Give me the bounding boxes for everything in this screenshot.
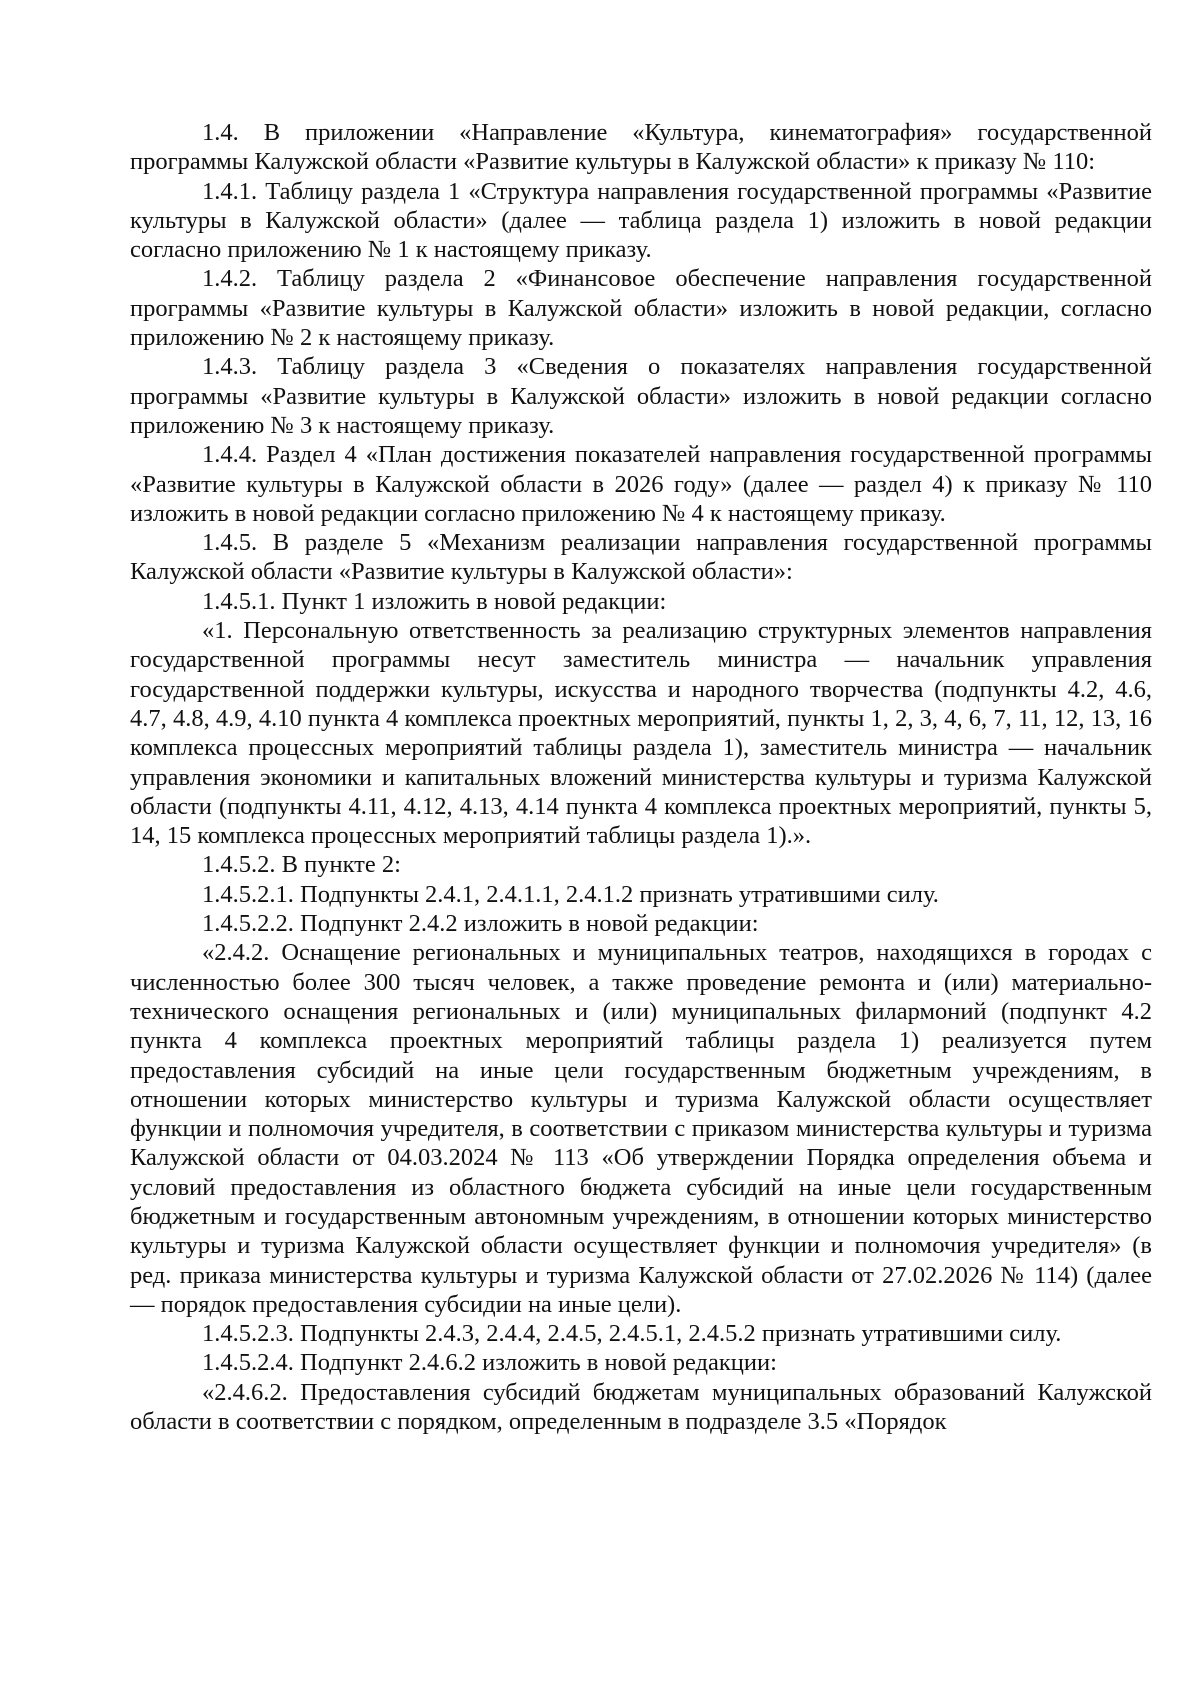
paragraph-1-4-3: 1.4.3. Таблицу раздела 3 «Сведения о показателях направления государственной программы «Развитие культуры в Калужской области» изложить в новой редакции согласно приложению № 3 к настоящему приказу. bbox=[130, 353, 1152, 439]
paragraph-1-4-5: 1.4.5. В разделе 5 «Механизм реализации направления государственной программы Калужской области «Развитие культуры в Калужской области»: bbox=[130, 529, 1152, 586]
paragraph-1-4-4: 1.4.4. Раздел 4 «План достижения показателей направления государственной программы «Развитие культуры в Калужской области в 2026 году» (далее — раздел 4) к приказу № 110 изложить в новой редакции согласно приложению № 4 к настоящему приказу. bbox=[130, 441, 1152, 527]
paragraph-1-4-5-2: 1.4.5.2. В пункте 2: bbox=[202, 851, 401, 879]
paragraph-1-4-5-2-1: 1.4.5.2.1. Подпункты 2.4.1, 2.4.1.1, 2.4.1.2 признать утратившими силу. bbox=[202, 880, 939, 908]
document-page bbox=[130, 118, 1152, 1436]
paragraph-1-4-5-2-2: 1.4.5.2.2. Подпункт 2.4.2 изложить в новой редакции: bbox=[202, 910, 759, 938]
paragraph-1-4-2: 1.4.2. Таблицу раздела 2 «Финансовое обеспечение направления государственной программы «Развитие культуры в Калужской области» изложить в новой редакции, согласно приложению № 2 к настоящему приказу. bbox=[130, 265, 1152, 352]
paragraph-1-4-5-2-3: 1.4.5.2.3. Подпункты 2.4.3, 2.4.4, 2.4.5, 2.4.5.1, 2.4.5.2 признать утратившими силу. bbox=[202, 1320, 1062, 1348]
paragraph-1-4: 1.4. В приложении «Направление «Культура, кинематография» государственной программы Калужской области «Развитие культуры в Калужской области» к приказу № 110: bbox=[130, 119, 1152, 176]
paragraph-quote-2-4-2: «2.4.2. Оснащение региональных и муниципальных театров, находящихся в городах с численностью более 300 тысяч человек, а также проведение ремонта и (или) материально-технического оснащения региональных и (или) муниципальных филармоний (подпункт 4.2 пункта 4 комплекса проектных мероприятий таблицы раздела 1) реализуется путем предоставления субсидий на иные цели государственным бюджетным учреждениям, в отношении которых министерство культуры и туризма Калужской области осуществляет функции и полномочия учредителя, в соответствии с приказом министерства культуры и туризма Калужской области от 04.03.2024 № 113 «Об утверждении Порядка определения объема и условий предоставления из областного бюджета субсидий на иные цели государственным бюджетным и государственным автономным учреждениям, в отношении которых министерство культуры и туризма Калужской области осуществляет функции и полномочия учредителя» (в ред. приказа министерства культуры и туризма Калужской области от 27.02.2026 № 114) (далее — порядок предоставления субсидии на иные цели). bbox=[130, 939, 1152, 1318]
paragraph-quote-point-1: «1. Персональную ответственность за реализацию структурных элементов направления государственной программы несут заместитель министра — начальник управления государственной поддержки культуры, искусства и народного творчества (подпункты 4.2, 4.6, 4.7, 4.8, 4.9, 4.10 пункта 4 комплекса проектных мероприятий, пункты 1, 2, 3, 4, 6, 7, 11, 12, 13, 16 комплекса процессных мероприятий таблицы раздела 1), заместитель министра — начальник управления экономики и капитальных вложений министерства культуры и туризма Калужской области (подпункты 4.11, 4.12, 4.13, 4.14 пункта 4 комплекса проектных мероприятий, пункты 5, 14, 15 комплекса процессных мероприятий таблицы раздела 1).». bbox=[130, 617, 1152, 850]
paragraph-1-4-1: 1.4.1. Таблицу раздела 1 «Структура направления государственной программы «Развитие культуры в Калужской области» (далее — таблица раздела 1) изложить в новой редакции согласно приложению № 1 к настоящему приказу. bbox=[130, 177, 1152, 264]
paragraph-quote-2-4-6-2: «2.4.6.2. Предоставления субсидий бюджетам муниципальных образований Калужской области в соответствии с порядком, определенным в подразделе 3.5 «Порядок bbox=[130, 1378, 1152, 1436]
paragraph-1-4-5-2-4: 1.4.5.2.4. Подпункт 2.4.6.2 изложить в новой редакции: bbox=[202, 1349, 777, 1377]
paragraph-1-4-5-1: 1.4.5.1. Пункт 1 изложить в новой редакции: bbox=[202, 587, 667, 615]
